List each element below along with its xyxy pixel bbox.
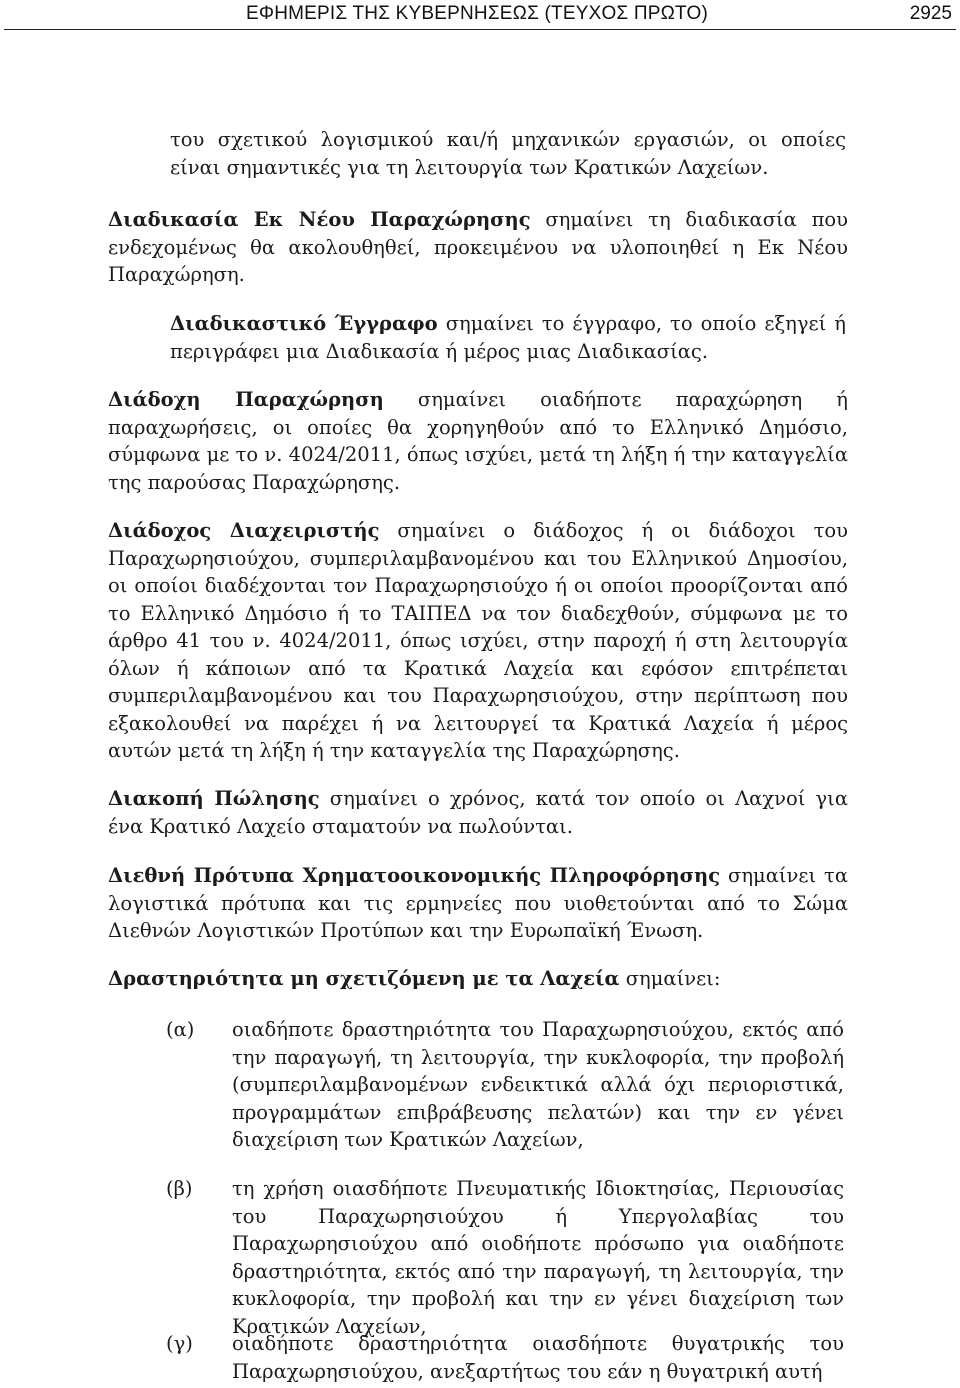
definition-procedural-document	[170, 310, 846, 365]
page-number: 2925	[909, 3, 952, 24]
definition-successor-operator	[108, 517, 848, 765]
definition-text: σημαίνει ο χρόνος, κατά τον οποίο οι Λαχνοί για ένα Κρατικό Λαχείο σταματούν να πωλούνται.	[108, 787, 848, 838]
definition-ifrs	[108, 862, 848, 945]
definition-text: σημαίνει τη διαδικασία που ενδεχομένως θα ακολουθηθεί, προκειμένου να υλοποιηθεί η Εκ Νέου Παραχώρηση.	[108, 208, 848, 286]
definition-term: Διαδικασία Εκ Νέου Παραχώρησης	[108, 208, 531, 231]
definition-text: σημαίνει το έγγραφο, το οποίο εξηγεί ή περιγράφει μια Διαδικασία ή μέρος μιας Διαδικασίας.	[170, 312, 846, 363]
definition-term: Διάδοχη Παραχώρηση	[108, 388, 384, 411]
definition-successor-concession	[108, 386, 848, 496]
definition-re-concession-procedure	[108, 206, 848, 289]
list-text: οιαδήποτε δραστηριότητα του Παραχωρησιούχου, εκτός από την παραγωγή, τη λειτουργία, την κυκλοφορία, την προβολή (συμπεριλαμβανομένων ενδεικτικά αλλά όχι περιοριστικά, προγραμμάτων επιβράβευσης πελατών) και την εν γένει διαχείριση των Κρατικών Λαχείων,	[232, 1018, 844, 1151]
paragraph-text: του σχετικού λογισμικού και/ή μηχανικών εργασιών, οι οποίες είναι σημαντικές για τη λειτουργία των Κρατικών Λαχείων.	[170, 128, 846, 179]
list-text: τη χρήση οιασδήποτε Πνευματικής Ιδιοκτησίας, Περιουσίας του Παραχωρησιούχου ή Υπεργολαβίας του Παραχωρησιούχου από οιοδήποτε πρόσωπο για οιαδήποτε δραστηριότητα, εκτός από την παραγωγή, τη λειτουργία, την κυκλοφορία, την προβολή και την εν γένει διαχείριση των Κρατικών Λαχείων,	[232, 1177, 844, 1338]
definition-term: Διάδοχος Διαχειριστής	[108, 519, 380, 542]
definition-text: σημαίνει τα λογιστικά πρότυπα και τις ερμηνείες που υιοθετούνται από το Σώμα Διεθνών Λογιστικών Προτύπων και την Ευρωπαϊκή Ένωση.	[108, 864, 849, 942]
definition-term: Διεθνή Πρότυπα Χρηματοοικονομικής Πληροφόρησης	[108, 864, 721, 887]
list-marker: (β)	[166, 1177, 193, 1200]
definition-non-lottery-activity	[108, 965, 848, 993]
definition-text: σημαίνει οιαδήποτε παραχώρηση ή παραχωρήσεις, οι οποίες θα χορηγηθούν από το Ελληνικό Δημόσιο, σύμφωνα με το ν. 4024/2011, όπως ισχύει, μετά τη λήξη ή την καταγγελία της παρούσας Παραχώρησης.	[108, 388, 848, 494]
gazette-title: ΕΦΗΜΕΡΙΣ ΤΗΣ ΚΥΒΕΡΝΗΣΕΩΣ (ΤΕΥΧΟΣ ΠΡΩΤΟ)	[246, 3, 709, 24]
definition-text: σημαίνει ο διάδοχος ή οι διάδοχοι του Παραχωρησιούχου, συμπεριλαμβανομένου και του Ελληνικού Δημοσίου, οι οποίοι διαδέχονται τον Παραχωρησιούχο ή οι οποίοι προορίζονται από το Ελληνικό Δημόσιο ή το ΤΑΙΠΕΔ να τον διαδεχθούν, σύμφωνα με το άρθρο 41 του ν. 4024/2011, όπως ισχύει, στην παροχή ή στη λειτουργία όλων ή κάποιων από τα Κρατικά Λαχεία και εφόσον επιτρέπεται συμπεριλαμβανομένου και του Παραχωρησιούχου, στην περίπτωση που εξακολουθεί να παρέχει ή να λειτουργεί τα Κρατικά Λαχεία ή μέρος αυτών μετά τη λήξη ή την καταγγελία της Παραχώρησης.	[108, 519, 848, 762]
definition-term: Διακοπή Πώλησης	[108, 787, 320, 810]
scanned-page-body	[0, 30, 960, 1388]
paragraph-intro	[170, 126, 846, 181]
page-header	[0, 0, 960, 30]
definition-sales-suspension	[108, 785, 848, 840]
definition-term: Διαδικαστικό Έγγραφο	[170, 312, 438, 335]
list-text: οιαδήποτε δραστηριότητα οιασδήποτε θυγατρικής του Παραχωρησιούχου, ανεξαρτήτως του εάν η θυγατρική αυτή	[232, 1332, 844, 1383]
list-item-c	[0, 1330, 960, 1388]
list-item-a	[0, 1016, 960, 1156]
definition-term: Δραστηριότητα μη σχετιζόμενη με τα Λαχεία	[108, 967, 620, 990]
list-marker: (α)	[166, 1018, 195, 1041]
list-item-b	[0, 1175, 960, 1338]
definition-text: σημαίνει:	[619, 967, 721, 990]
list-marker: (γ)	[166, 1332, 193, 1355]
